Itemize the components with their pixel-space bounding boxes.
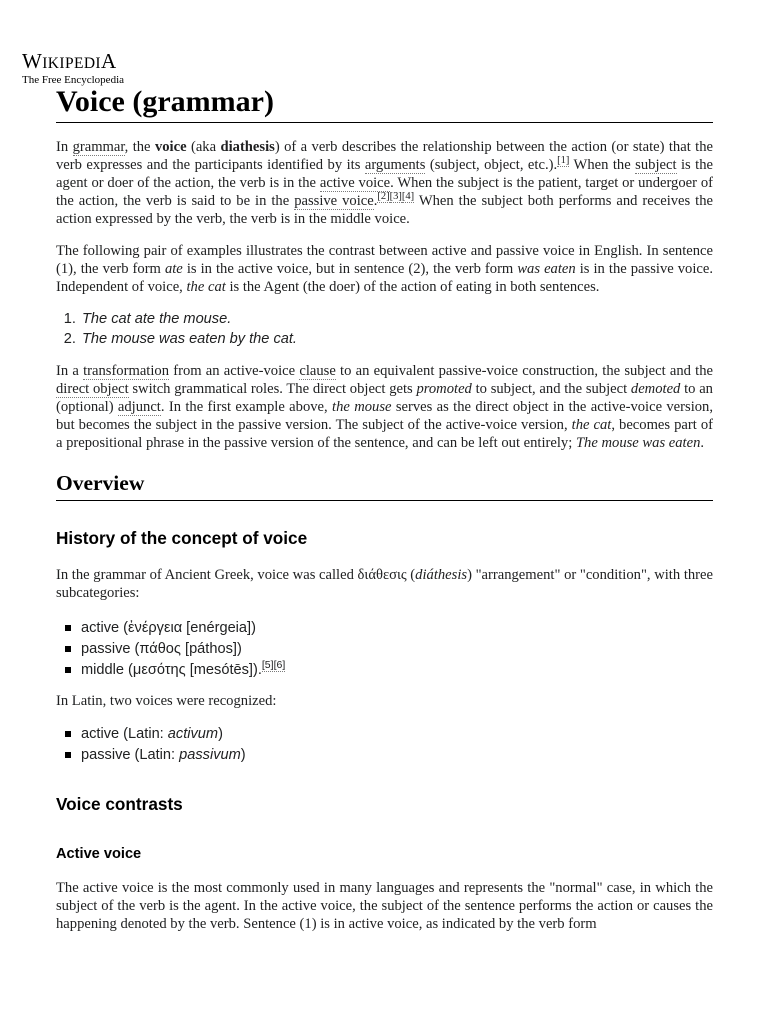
latin-voices-list	[81, 724, 713, 766]
reference-5-6[interactable]: [5][6]	[261, 659, 286, 672]
logo-tagline: The Free Encyclopedia	[22, 74, 125, 86]
logo-wordmark: WIKIPEDIA	[22, 49, 117, 73]
link-transformation[interactable]: transformation	[83, 363, 169, 379]
reference-3[interactable]: [3]	[389, 191, 402, 203]
subsection-heading-history: History of the concept of voice	[56, 528, 308, 548]
link-adjunct[interactable]: adjunct	[117, 399, 161, 415]
section-heading-overview: Overview	[56, 470, 713, 501]
history-paragraph-2: In Latin, two voices were recognized:	[56, 693, 277, 709]
reference-4[interactable]: [4]	[401, 191, 415, 203]
article-body	[56, 138, 713, 933]
subsubsection-heading-active-voice: Active voice	[56, 846, 142, 862]
link-passive-voice[interactable]: passive voice	[294, 193, 374, 209]
intro-paragraph-2: The following pair of examples illustrates the contrast between active and passive voice in English. In sentence (1), the verb form ate is in the active voice, but in sentence (2), the verb form was eaten is in the passive voice. Independent of voice, the cat is the Agent (the doer) of the action of eating in both sentences.	[56, 243, 714, 295]
link-arguments[interactable]: arguments	[364, 157, 426, 173]
subsection-heading-voice-contrasts: Voice contrasts	[56, 794, 183, 814]
link-subject[interactable]: subject	[635, 157, 677, 173]
example-item: 2. The mouse was eaten by the cat.	[80, 329, 713, 349]
reference-2[interactable]: [2]	[377, 191, 390, 203]
list-item: passive (Latin: passivum)	[81, 745, 713, 766]
intro-paragraph-1: In grammar, the voice (aka diathesis) of a verb describes the relationship between the action (or state) that the verb expresses and the participants identified by its arguments (subject, object, etc.).[1] When the subject is the agent or doer of the action, the verb is in the active voice. When the subject is the patient, target or undergoer of the action, the verb is said to be in the passive voice.[2][3][4] When the subject both performs and receives the action expressed by the verb, the verb is in the middle voice.	[56, 139, 714, 227]
example-list	[80, 309, 713, 349]
intro-paragraph-3: In a transformation from an active-voice clause to an equivalent passive-voice construction, the subject and the direct object switch grammatical roles. The direct object gets promoted to subject, and the subject demoted to an (optional) adjunct. In the first example above, the mouse serves as the direct object in the active-voice version, but becomes the subject in the passive version. The subject of the active-voice version, the cat, becomes part of a prepositional phrase in the passive version of the sentence, and can be left out entirely; The mouse was eaten.	[56, 363, 714, 451]
page-title: Voice (grammar)	[56, 83, 713, 123]
list-item: active (ἐνέργεια [enérgeia])	[81, 618, 713, 639]
active-voice-paragraph: The active voice is the most commonly used in many languages and represents the "normal" case, in which the subject of the verb is the agent. In the active voice, the subject of the sentence performs the action or causes the happening denoted by the verb. Sentence (1) is in active voice, as indicated by the verb form	[56, 880, 713, 932]
link-clause[interactable]: clause	[299, 363, 336, 379]
list-item: middle (μεσότης [mesótēs]).[5][6]	[81, 660, 713, 681]
link-grammar[interactable]: grammar	[72, 139, 125, 155]
reference-1[interactable]: [1]	[557, 155, 570, 167]
list-item: active (Latin: activum)	[81, 724, 713, 745]
example-item: 1. The cat ate the mouse.	[80, 309, 713, 329]
list-item: passive (πάθος [páthos])	[81, 639, 713, 660]
wikipedia-logo[interactable]	[22, 50, 162, 87]
greek-voices-list	[81, 618, 713, 681]
link-active-voice[interactable]: active voice	[319, 175, 391, 191]
link-direct-object[interactable]: direct object	[56, 381, 129, 397]
history-paragraph-1: In the grammar of Ancient Greek, voice was called διάθεσις (diáthesis) "arrangement" or "condition", with three subcategories:	[56, 567, 713, 601]
